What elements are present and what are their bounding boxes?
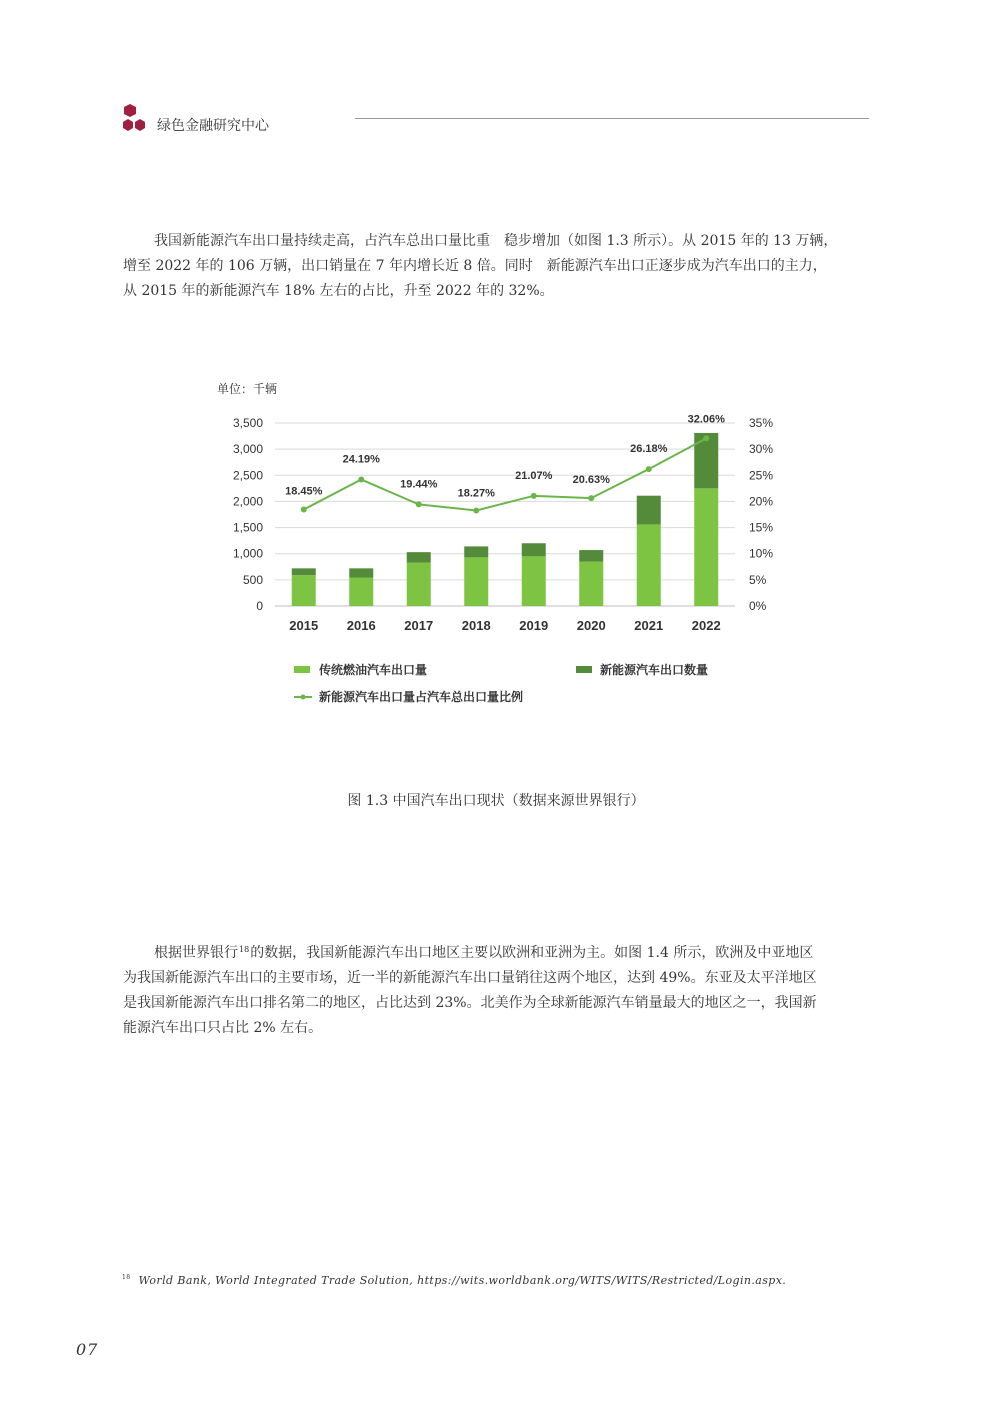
ratio-point <box>301 507 307 513</box>
y-left-tick-label: 2,000 <box>232 494 263 509</box>
bar-nev <box>522 543 546 556</box>
y-right-tick-label: 20% <box>749 494 774 509</box>
ratio-point <box>473 507 479 513</box>
ratio-data-label: 19.44% <box>400 478 438 491</box>
x-tick-label: 2021 <box>634 618 664 633</box>
y-right-tick-label: 15% <box>749 520 774 535</box>
y-left-tick-label: 3,000 <box>232 442 263 457</box>
ratio-data-label: 32.06% <box>687 413 725 426</box>
bar-nev <box>637 496 661 525</box>
bar-ice <box>694 488 718 606</box>
bar-ice <box>407 563 431 606</box>
bar-nev <box>579 550 603 562</box>
paragraph-2 <box>123 937 875 1041</box>
unit-label: 单位：千辆 <box>217 382 278 396</box>
ratio-point <box>531 493 537 499</box>
bar-ice <box>522 556 546 606</box>
paragraph-1 <box>123 229 875 304</box>
ratio-data-label: 20.63% <box>572 474 610 487</box>
ratio-data-label: 18.45% <box>285 485 323 498</box>
y-right-tick-label: 0% <box>749 599 767 613</box>
ratio-point <box>358 477 364 483</box>
y-left-tick-label: 1,000 <box>232 546 263 561</box>
y-right-tick-label: 10% <box>749 546 774 561</box>
legend-swatch-ice <box>294 666 310 673</box>
page-number: 07 <box>76 1340 99 1359</box>
y-right-tick-label: 35% <box>749 416 774 430</box>
y-right-tick-label: 5% <box>749 572 767 587</box>
figure-caption: 图 1.3 中国汽车出口现状（数据来源世界银行） <box>347 793 645 809</box>
y-right-tick-label: 30% <box>749 442 774 457</box>
legend-swatch-nev <box>576 666 592 673</box>
x-tick-label: 2016 <box>346 618 376 633</box>
y-left-tick-label: 500 <box>242 572 263 587</box>
paragraph-text: 根据世界银行 <box>154 945 238 961</box>
ratio-point <box>703 435 709 441</box>
ratio-point <box>646 466 652 472</box>
x-tick-label: 2020 <box>576 618 606 633</box>
y-left-tick-label: 3,500 <box>232 416 263 430</box>
ratio-data-label: 18.27% <box>457 487 495 500</box>
header-divider <box>355 118 869 119</box>
legend-label-ratio: 新能源汽车出口量占汽车总出口量比例 <box>319 690 524 704</box>
y-left-tick-label: 0 <box>256 599 263 613</box>
bar-ice <box>579 562 603 606</box>
paragraph-line: 是我国新能源汽车出口排名第二的地区，占比达到 23%。北美作为全球新能源汽车销量最大的地区之一，我国新 <box>123 995 817 1011</box>
paragraph-line <box>123 937 875 966</box>
ratio-data-label: 26.18% <box>630 443 668 456</box>
footnote-number: 18 <box>122 1274 131 1281</box>
legend-label-nev: 新能源汽车出口数量 <box>600 663 709 677</box>
x-tick-label: 2017 <box>404 618 434 633</box>
export-chart <box>200 372 800 722</box>
legend-marker-ratio <box>301 695 306 700</box>
legend-label-ice: 传统燃油汽车出口量 <box>319 663 428 677</box>
bar-ice <box>349 578 373 606</box>
bar-ice <box>292 575 316 606</box>
ratio-point <box>416 501 422 507</box>
x-tick-label: 2019 <box>519 618 549 633</box>
paragraph-line: 能源汽车出口只占比 2% 左右。 <box>123 1020 323 1036</box>
paragraph-line: 从 2015 年的新能源汽车 18% 左右的占比，升至 2022 年的 32%。 <box>123 283 554 299</box>
bar-nev <box>407 552 431 562</box>
bar-ice <box>637 524 661 606</box>
bar-nev <box>292 568 316 575</box>
bar-ice <box>464 557 488 606</box>
footnote-text[interactable]: World Bank, World Integrated Trade Solution, https://wits.worldbank.org/WITS/WITS/Restricted/Login.aspx. <box>138 1274 787 1287</box>
bar-nev <box>349 568 373 577</box>
y-left-tick-label: 2,500 <box>232 468 263 483</box>
ratio-point <box>588 495 594 501</box>
paragraph-line: 我国新能源汽车出口量持续走高，占汽车总出口量比重 稳步增加（如图 1.3 所示）。从 2015 年的 13 万辆， <box>154 233 838 249</box>
bar-nev <box>464 546 488 557</box>
ratio-data-label: 21.07% <box>515 469 553 482</box>
paragraph-line: 为我国新能源汽车出口的主要市场，近一半的新能源汽车出口量销往这两个地区，达到 49%。东亚及太平洋地区 <box>123 970 817 986</box>
paragraph-line: 增至 2022 年的 106 万辆，出口销量在 7 年内增长近 8 倍。同时 新能源汽车出口正逐步成为汽车出口的主力， <box>123 258 827 274</box>
x-tick-label: 2022 <box>691 618 721 633</box>
x-tick-label: 2015 <box>289 618 319 633</box>
y-left-tick-label: 1,500 <box>232 520 263 535</box>
x-tick-label: 2018 <box>461 618 491 633</box>
footnote <box>122 1274 786 1287</box>
org-name: 绿色金融研究中心 <box>157 118 269 134</box>
logo-icon <box>122 104 146 134</box>
footnote-ref[interactable]: 18 <box>239 945 250 954</box>
paragraph-text: 的数据，我国新能源汽车出口地区主要以欧洲和亚洲为主。如图 1.4 所示，欧洲及中亚地区 <box>250 945 814 961</box>
ratio-data-label: 24.19% <box>342 453 380 466</box>
y-right-tick-label: 25% <box>749 468 774 483</box>
